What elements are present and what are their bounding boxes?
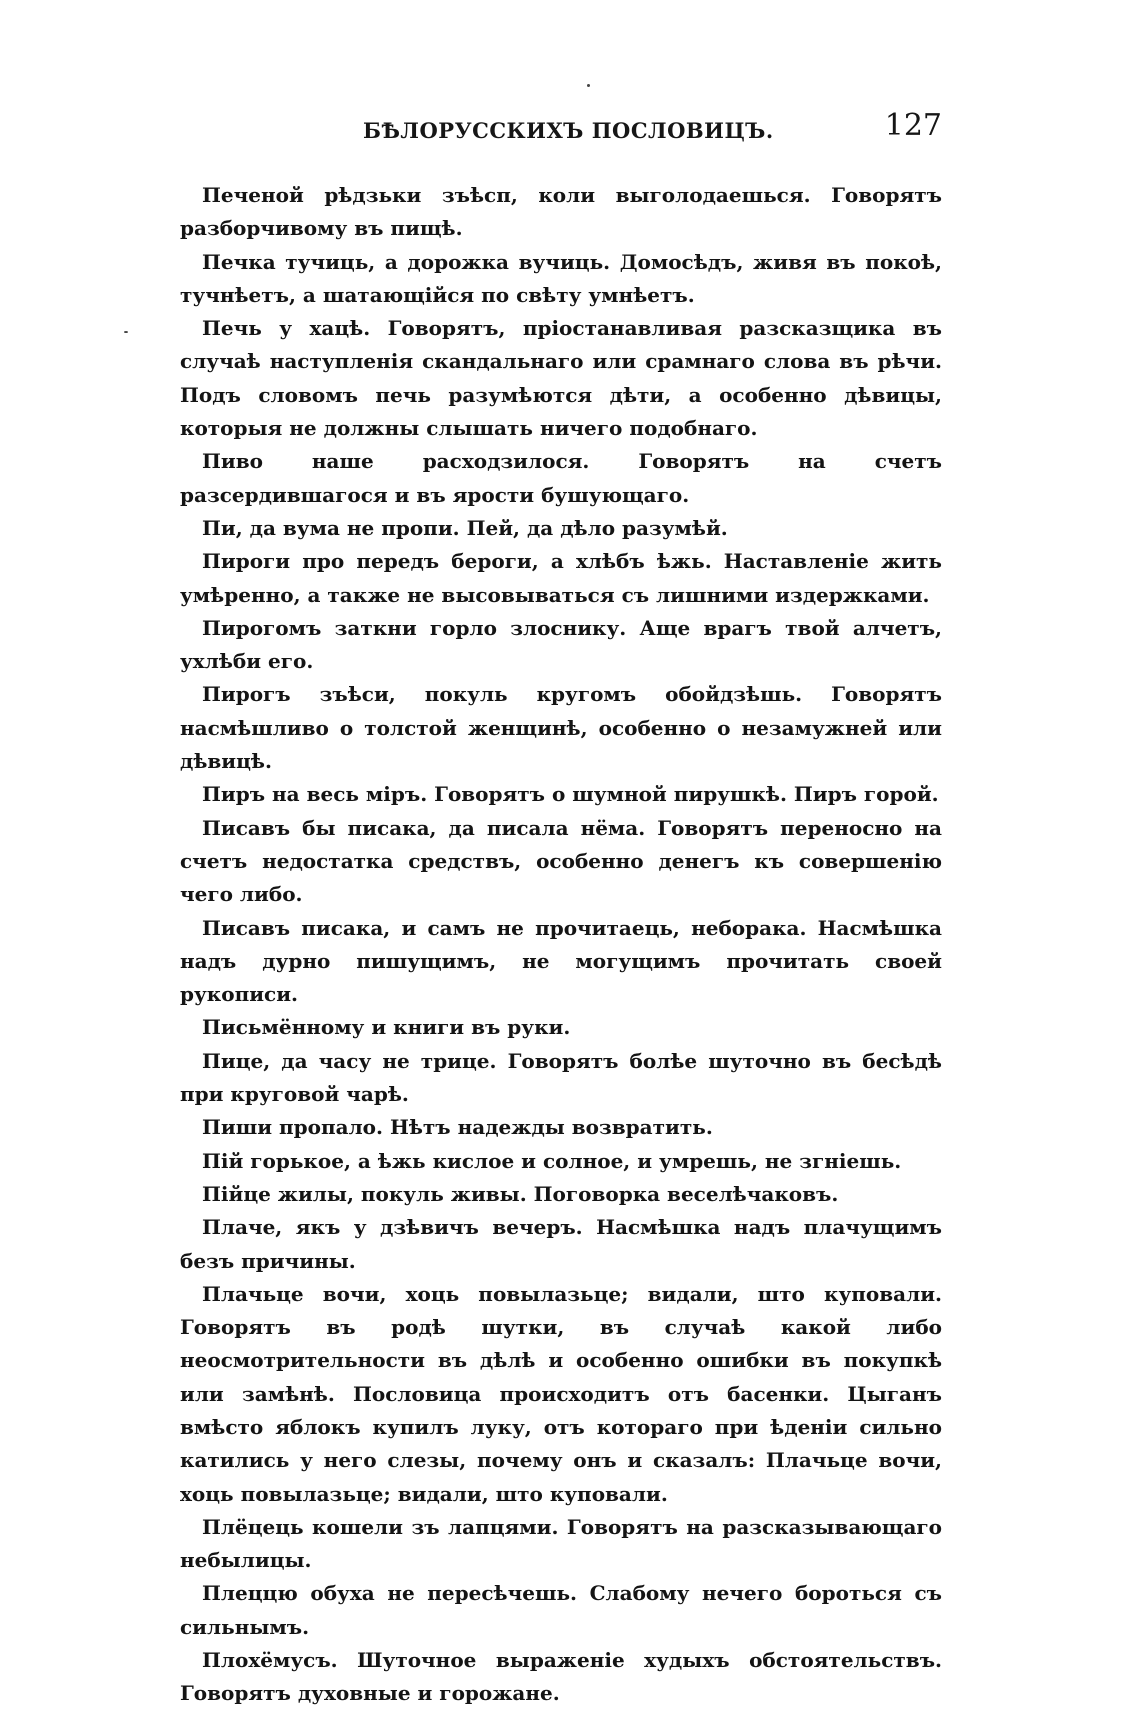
proverb-entry: Плачьце вочи, хоць повылазьце; видали, што куповали. Говорятъ въ родѣ шутки, въ случаѣ какой либо неосмотрительности въ дѣлѣ и особенно ошибки въ покупкѣ или замѣнѣ. Пословица происходитъ отъ басенки. Цыганъ вмѣсто яблокъ купилъ луку, отъ котораго при ѣденіи сильно катились у него слезы, почему онъ и сказалъ: Плачьце вочи, хоць повылазьце; видали, што куповали. bbox=[180, 1281, 942, 1506]
ink-speck bbox=[124, 331, 128, 333]
proverb-entry: Пироги про передъ бероги, а хлѣбъ ѣжь. Наставленіе жить умѣренно, а также не высовываться съ лишними издержками. bbox=[180, 549, 942, 607]
proverb-entry: Писавъ писака, и самъ не прочитаець, неборака. Насмѣшка надъ дурно пишущимъ, не могущимъ прочитать своей рукописи. bbox=[180, 915, 942, 1007]
proverb-entry: Пій горькое, а ѣжь кислое и солное, и умрешь, не згніешь. bbox=[202, 1148, 902, 1173]
proverb-entry: Плёцець кошели зъ лапцями. Говорятъ на разсказывающаго небылицы. bbox=[180, 1514, 942, 1573]
body-text bbox=[180, 179, 942, 1711]
proverb-entry: Пиши пропало. Нѣтъ надежды возвратить. bbox=[202, 1115, 713, 1140]
proverb-entry: Печка тучиць, а дорожка вучиць. Домосѣдъ, живя въ покоѣ, тучнѣетъ, а шатающійся по свѣту умнѣетъ. bbox=[180, 249, 942, 307]
proverb-entry: Пице, да часу не трице. Говорятъ болѣе шуточно въ бесѣдѣ при круговой чарѣ. bbox=[180, 1048, 942, 1107]
proverb-entry: Писавъ бы писака, да писала нёма. Говорятъ переносно на счетъ недостатка средствъ, особенно денегъ къ совершенію чего либо. bbox=[180, 815, 942, 907]
running-head bbox=[180, 108, 942, 148]
running-title: БѢЛОРУССКИХЪ ПОСЛОВИЦЪ. bbox=[363, 118, 774, 143]
proverb-entry: Плаче, якъ у дзѣвичъ вечеръ. Насмѣшка надъ плачущимъ безъ причины. bbox=[180, 1215, 942, 1273]
proverb-entry: Пійце жилы, покуль живы. Поговорка веселѣчаковъ. bbox=[202, 1181, 839, 1206]
proverb-entry: Пиръ на весь міръ. Говорятъ о шумной пирушкѣ. Пиръ горой. bbox=[202, 782, 939, 807]
proverb-entry: Пи, да вума не пропи. Пей, да дѣло разумѣй. bbox=[202, 515, 728, 540]
proverb-entry: Печь у хацѣ. Говорятъ, пріостанавливая разсказщика въ случаѣ наступленія скандальнаго или срамнаго слова въ рѣчи. Подъ словомъ печь разумѣются дѣти, а особенно дѣвицы, которыя не должны слышать ничего подобнаго. bbox=[180, 316, 942, 441]
proverb-entry: Плохёмусъ. Шуточное выраженіе худыхъ обстоятельствъ. Говорятъ духовные и горожане. bbox=[180, 1648, 942, 1706]
page-number: 127 bbox=[884, 108, 942, 143]
proverb-entry: Печеной рѣдзьки зъѣсп, коли выголодаешься. Говорятъ разборчивому въ пищѣ. bbox=[180, 183, 942, 241]
proverb-entry: Пирогомъ заткни горло злоснику. Аще врагъ твой алчетъ, ухлѣби его. bbox=[180, 615, 942, 674]
proverb-entry: Пирогъ зъѣси, покуль кругомъ обойдзѣшь. Говорятъ насмѣшливо о толстой женщинѣ, особенно о незамужней или дѣвицѣ. bbox=[180, 682, 942, 774]
proverb-entry: Пиво наше расходзилося. Говорятъ на счетъ разсердившагося и въ ярости бушующаго. bbox=[180, 449, 942, 507]
proverb-entry: Письмённому и книги въ руки. bbox=[202, 1015, 571, 1040]
proverb-entry: Плеццю обуха не пересѣчешь. Слабому нечего бороться съ сильнымъ. bbox=[180, 1581, 942, 1639]
ink-speck bbox=[587, 84, 590, 87]
